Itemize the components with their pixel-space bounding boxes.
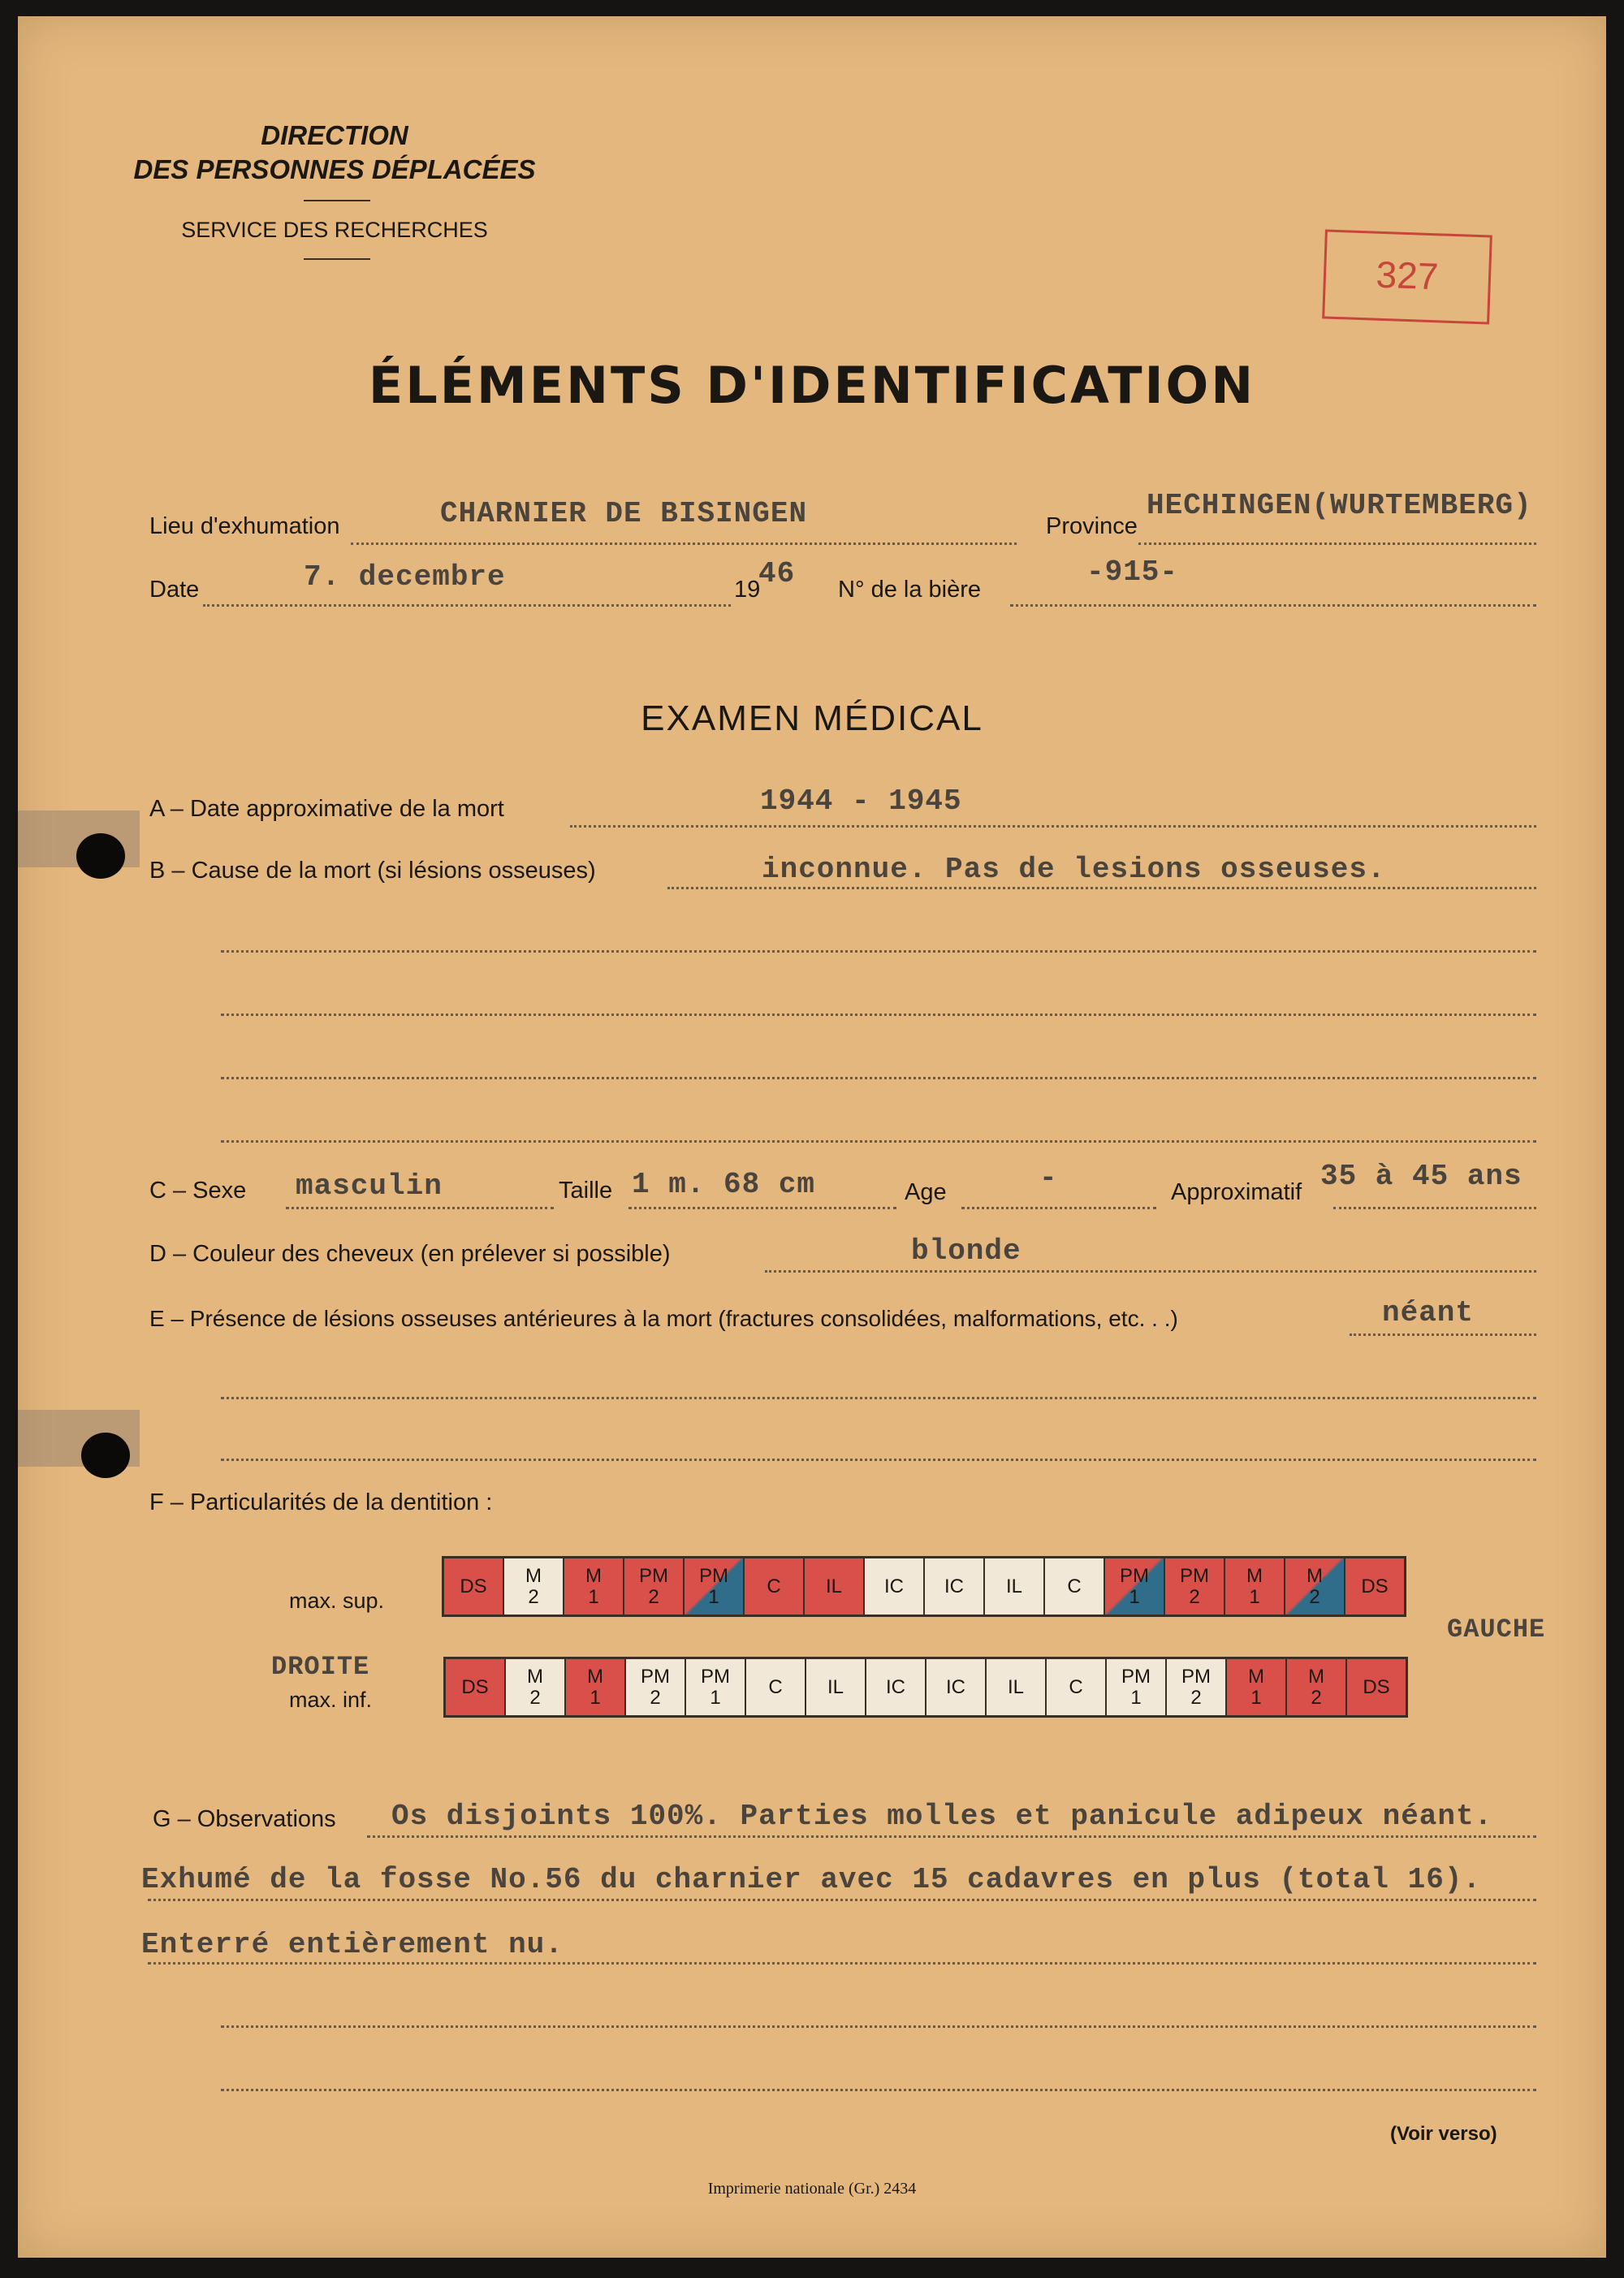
tooth-number: 2 (1311, 1686, 1322, 1709)
dotted-line (221, 2025, 1536, 2028)
tooth-code: IC (946, 1675, 965, 1698)
lower-tooth-5 (686, 1659, 746, 1715)
header-service: SERVICE DES RECHERCHES (181, 218, 488, 242)
dotted-line (570, 825, 1536, 828)
observations-line1: Os disjoints 100%. Parties molles et panicule adipeux néant. (391, 1800, 1493, 1833)
upper-tooth-2 (504, 1558, 564, 1614)
dotted-line (221, 950, 1536, 953)
tooth-code: IL (1007, 1675, 1024, 1698)
punch-hole (81, 1433, 130, 1478)
droite-label: DROITE (271, 1652, 370, 1682)
upper-tooth-11 (1045, 1558, 1105, 1614)
dotted-line (148, 1962, 1536, 1965)
dotted-line (221, 1014, 1536, 1016)
lower-tooth-9 (926, 1659, 987, 1715)
tooth-code: M (1246, 1564, 1263, 1587)
lower-tooth-3 (566, 1659, 626, 1715)
tooth-code: PM (1180, 1564, 1209, 1587)
tooth-code: M (585, 1564, 602, 1587)
tooth-code: M (1308, 1665, 1324, 1688)
upper-tooth-14 (1225, 1558, 1285, 1614)
tooth-code: IC (886, 1675, 905, 1698)
lower-tooth-13 (1167, 1659, 1227, 1715)
exam-b-label: B – Cause de la mort (si lésions osseuses) (149, 858, 596, 884)
section-title: EXAMEN MÉDICAL (641, 698, 983, 738)
header-personnes: DES PERSONNES DÉPLACÉES (133, 154, 536, 184)
exam-d-value: blonde (911, 1234, 1021, 1268)
upper-tooth-5 (685, 1558, 745, 1614)
exam-f-label: F – Particularités de la dentition : (149, 1489, 493, 1515)
tooth-code: M (587, 1665, 603, 1688)
tooth-number: 1 (590, 1686, 601, 1709)
dotted-line (221, 1140, 1536, 1143)
lower-tooth-16 (1347, 1659, 1406, 1715)
dotted-line (1350, 1334, 1536, 1336)
dotted-line (221, 1459, 1536, 1461)
year-value: 46 (758, 557, 796, 590)
exam-d-label: D – Couleur des cheveux (en prélever si possible) (149, 1241, 671, 1267)
header-rule (304, 258, 370, 260)
tooth-code: M (527, 1665, 543, 1688)
document-sheet (18, 16, 1606, 2258)
exam-e-label: E – Présence de lésions osseuses antérieures à la mort (fractures consolidées, malformations, etc. . .) (149, 1306, 1178, 1331)
tooth-code: IC (944, 1575, 964, 1597)
max-sup-label: max. sup. (289, 1589, 385, 1613)
exam-c-taille-value: 1 m. 68 cm (632, 1168, 816, 1201)
page-title: ÉLÉMENTS D'IDENTIFICATION (368, 356, 1256, 415)
upper-tooth-16 (1345, 1558, 1404, 1614)
dotted-line (221, 1397, 1536, 1399)
upper-tooth-15 (1285, 1558, 1345, 1614)
upper-tooth-7 (805, 1558, 865, 1614)
tooth-code: PM (639, 1564, 668, 1587)
tooth-code: C (768, 1675, 783, 1698)
lower-tooth-7 (806, 1659, 866, 1715)
tooth-code: DS (1363, 1675, 1390, 1698)
tooth-code: IL (827, 1675, 844, 1698)
upper-tooth-9 (925, 1558, 985, 1614)
lower-tooth-14 (1227, 1659, 1287, 1715)
upper-tooth-10 (985, 1558, 1045, 1614)
tooth-code: M (525, 1564, 542, 1587)
province-value: HECHINGEN(WURTEMBERG) (1147, 489, 1532, 522)
lower-tooth-10 (987, 1659, 1047, 1715)
upper-tooth-12 (1105, 1558, 1165, 1614)
tooth-code: IC (884, 1575, 904, 1597)
tooth-number: 1 (710, 1686, 721, 1709)
dotted-line (765, 1270, 1536, 1273)
punch-hole (76, 833, 125, 879)
exam-a-label: A – Date approximative de la mort (149, 796, 504, 822)
observations-line2: Exhumé de la fosse No.56 du charnier avec 15 cadavres en plus (total 16). (141, 1863, 1482, 1896)
lower-tooth-4 (626, 1659, 686, 1715)
dotted-line (367, 1835, 1536, 1838)
tooth-number: 1 (1129, 1585, 1140, 1608)
tooth-code: IL (825, 1575, 842, 1597)
tooth-number: 2 (1190, 1686, 1202, 1709)
dotted-line (961, 1207, 1156, 1209)
tooth-code: DS (460, 1575, 487, 1597)
tooth-number: 2 (1189, 1585, 1200, 1608)
lower-tooth-8 (866, 1659, 926, 1715)
max-inf-label: max. inf. (289, 1688, 373, 1712)
registry-stamp: 327 (1322, 229, 1492, 324)
dotted-line (351, 542, 1017, 545)
dotted-line (148, 1899, 1536, 1901)
header-rule (304, 200, 370, 201)
tooth-code: C (767, 1575, 781, 1597)
tooth-code: PM (1120, 1564, 1149, 1587)
tooth-code: PM (699, 1564, 728, 1587)
upper-tooth-6 (745, 1558, 805, 1614)
province-label: Province (1046, 513, 1138, 539)
dotted-line (286, 1207, 554, 1209)
tooth-number: 1 (1250, 1686, 1262, 1709)
dotted-line (667, 887, 1536, 889)
tooth-code: PM (701, 1665, 730, 1688)
year-prefix: 19 (734, 577, 761, 603)
tooth-code: C (1067, 1575, 1082, 1597)
exam-c-taille-label: Taille (559, 1178, 613, 1204)
exam-c-sexe-label: C – Sexe (149, 1178, 247, 1204)
dotted-line (628, 1207, 896, 1209)
upper-tooth-4 (624, 1558, 685, 1614)
date-label: Date (149, 577, 200, 603)
upper-tooth-1 (444, 1558, 504, 1614)
observations-line3: Enterré entièrement nu. (141, 1928, 564, 1961)
exam-b-value: inconnue. Pas de lesions osseuses. (762, 853, 1386, 886)
exam-c-age-value: - (1039, 1161, 1058, 1195)
exam-a-value: 1944 - 1945 (760, 785, 962, 818)
tooth-code: PM (1181, 1665, 1211, 1688)
observations-label: G – Observations (153, 1806, 336, 1832)
exam-e-value: néant (1382, 1296, 1475, 1329)
tooth-number: 2 (1309, 1585, 1320, 1608)
lower-tooth-15 (1287, 1659, 1347, 1715)
tooth-code: DS (461, 1675, 489, 1698)
lieu-label: Lieu d'exhumation (149, 513, 340, 539)
lower-tooth-1 (446, 1659, 506, 1715)
lieu-value: CHARNIER DE BISINGEN (440, 497, 808, 530)
dotted-line (221, 2089, 1536, 2091)
tooth-number: 1 (1130, 1686, 1142, 1709)
imprimerie-footer: Imprimerie nationale (Gr.) 2434 (707, 2180, 917, 2198)
tooth-number: 1 (1249, 1585, 1260, 1608)
lower-tooth-11 (1047, 1659, 1107, 1715)
dotted-line (1333, 1207, 1536, 1209)
dotted-line (1010, 604, 1536, 607)
tooth-code: DS (1361, 1575, 1389, 1597)
upper-tooth-3 (564, 1558, 624, 1614)
tooth-code: M (1307, 1564, 1323, 1587)
dotted-line (1138, 542, 1536, 545)
tooth-code: PM (1121, 1665, 1151, 1688)
lower-tooth-2 (506, 1659, 566, 1715)
tooth-number: 2 (648, 1585, 659, 1608)
exam-c-age-label: Age (905, 1179, 947, 1205)
exam-c-approx-label: Approximatif (1171, 1179, 1302, 1205)
tooth-number: 1 (588, 1585, 599, 1608)
exam-c-sexe-value: masculin (296, 1169, 443, 1203)
biere-label: N° de la bière (838, 577, 982, 603)
tooth-number: 2 (528, 1585, 539, 1608)
upper-tooth-8 (865, 1558, 925, 1614)
dotted-line (221, 1077, 1536, 1079)
gauche-label: GAUCHE (1447, 1614, 1546, 1645)
tooth-code: M (1248, 1665, 1264, 1688)
lower-tooth-6 (746, 1659, 806, 1715)
biere-value: -915- (1086, 555, 1179, 589)
lower-teeth-grid (443, 1657, 1408, 1718)
tooth-number: 1 (708, 1585, 719, 1608)
tooth-code: PM (641, 1665, 670, 1688)
tooth-number: 2 (529, 1686, 541, 1709)
lower-tooth-12 (1107, 1659, 1167, 1715)
tooth-number: 2 (650, 1686, 661, 1709)
exam-c-approx-value: 35 à 45 ans (1320, 1160, 1522, 1193)
header-direction: DIRECTION (261, 120, 408, 150)
tooth-code: IL (1005, 1575, 1022, 1597)
tooth-code: C (1069, 1675, 1083, 1698)
upper-tooth-13 (1165, 1558, 1225, 1614)
dotted-line (203, 604, 731, 607)
upper-teeth-grid (442, 1556, 1406, 1617)
date-value: 7. decembre (304, 560, 506, 594)
voir-verso: (Voir verso) (1390, 2123, 1497, 2145)
